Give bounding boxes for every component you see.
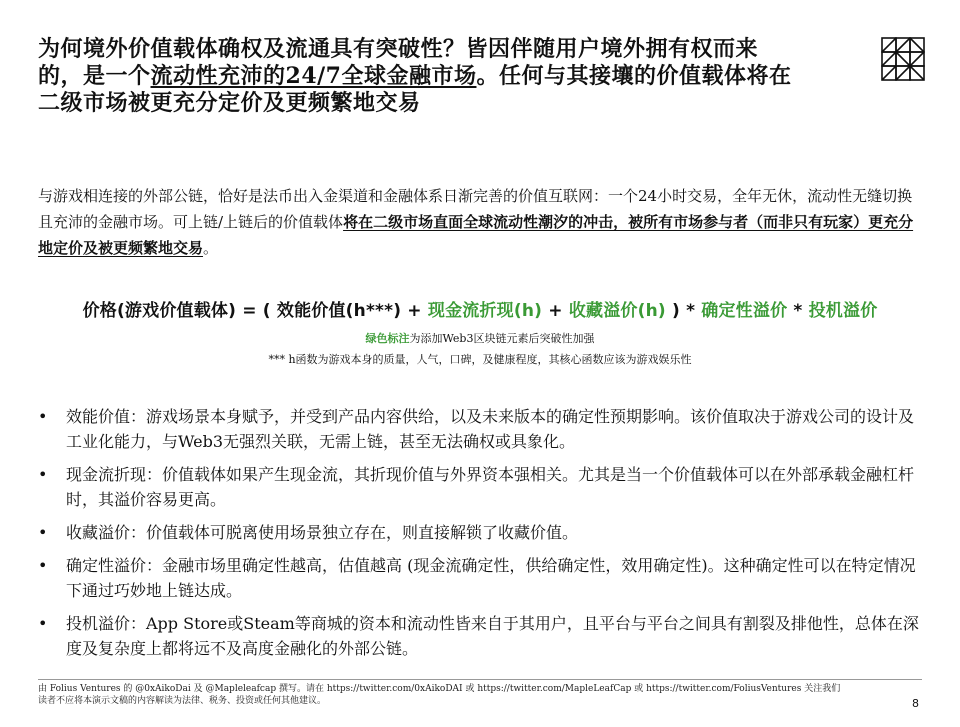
bullet-dot: •	[38, 407, 48, 426]
footer-disclaimer: 读者不应将本演示文稿的内容解读为法律、税务、投资或任何其他建议。	[38, 696, 327, 706]
intro-part2: 。	[203, 239, 219, 257]
formula-cashflow-term: 现金流折现(h)	[427, 301, 543, 321]
formula-spec-term: 投机溢价	[808, 301, 878, 321]
formula-close: ) *	[665, 301, 702, 321]
title-highlight: 流动性充沛的24/7全球金融市场	[150, 63, 477, 89]
page-number: 8	[912, 697, 919, 710]
title-part2: 。任何与其接壤的价值载体将在二级市场被更充分定价及更频繁地交易	[38, 63, 792, 116]
footer-credits: 由 Folius Ventures 的 @0xAikoDai 及 @Mapleleafcap 撰写。请在 https://twitter.com/0xAikoDAI 或 https://twitter.com/MapleLeafCap 或 https://twitter.com/FoliusVentures 关注我们	[38, 684, 841, 694]
formula-collect-term: 收藏溢价(h)	[568, 301, 666, 321]
slide-title	[38, 36, 798, 117]
price-formula	[0, 296, 960, 321]
bullet-list	[38, 404, 928, 669]
list-item	[38, 520, 928, 545]
formula-certainty-term: 确定性溢价	[701, 301, 788, 321]
intro-bold: 将在二级市场直面全球流动性潮汐的冲击，被所有市场参与者（而非只有玩家）更充分地定价及被更频繁地交易	[38, 213, 914, 257]
list-item	[38, 462, 928, 512]
intro-part1: 与游戏相连接的外部公链，恰好是法币出入金渠道和金融体系日渐完善的价值互联网：一个24小时交易，全年无休，流动性无缝切换且充沛的金融市场。可上链/上链后的价值载体	[38, 187, 913, 231]
green-legend-note	[0, 330, 960, 346]
bullet-text: 确定性溢价：金融市场里确定性越高，估值越高 (现金流确定性，供给确定性，效用确定性)。这种确定性可以在特定情况下通过巧妙地上链达成。	[66, 556, 916, 600]
bullet-text: 效能价值：游戏场景本身赋予，并受到产品内容供给，以及未来版本的确定性预期影响。该价值取决于游戏公司的设计及工业化能力，与Web3无强烈关联，无需上链，甚至无法确权或具象化。	[66, 407, 915, 451]
green-legend-label: 绿色标注	[365, 332, 410, 345]
h-function-note: *** h函数为游戏本身的质量，人气，口碑，及健康程度，其核心函数应该为游戏娱乐性	[268, 353, 692, 366]
bullet-text: 投机溢价：App Store或Steam等商城的资本和流动性皆来自于其用户，且平台与平台之间具有割裂及排他性，总体在深度及复杂度上都将远不及高度金融化的外部公链。	[66, 614, 919, 658]
list-item	[38, 553, 928, 603]
intro-paragraph	[38, 183, 918, 261]
formula-plus: +	[542, 301, 569, 321]
title-part1: 为何境外价值载体确权及流通具有突破性？皆因伴随用户境外拥有权而来的，是一个	[38, 36, 759, 89]
formula-star: *	[787, 301, 809, 321]
footer-divider	[38, 679, 922, 680]
bullet-dot: •	[38, 465, 48, 484]
bullet-dot: •	[38, 614, 48, 633]
list-item	[38, 611, 928, 661]
bullet-text: 收藏溢价：价值载体可脱离使用场景独立存在，则直接解锁了收藏价值。	[66, 523, 579, 542]
folius-logo-icon	[880, 36, 926, 82]
green-legend-text: 为添加Web3区块链元素后突破性加强	[409, 332, 595, 345]
list-item	[38, 404, 928, 454]
bullet-dot: •	[38, 523, 48, 542]
footer	[38, 683, 858, 707]
formula-lhs: 价格(游戏价值载体) = ( 效能价值(h***) +	[82, 301, 428, 321]
bullet-dot: •	[38, 556, 48, 575]
bullet-text: 现金流折现：价值载体如果产生现金流，其折现价值与外界资本强相关。尤其是当一个价值载体可以在外部承载金融杠杆时，其溢价容易更高。	[66, 465, 915, 509]
